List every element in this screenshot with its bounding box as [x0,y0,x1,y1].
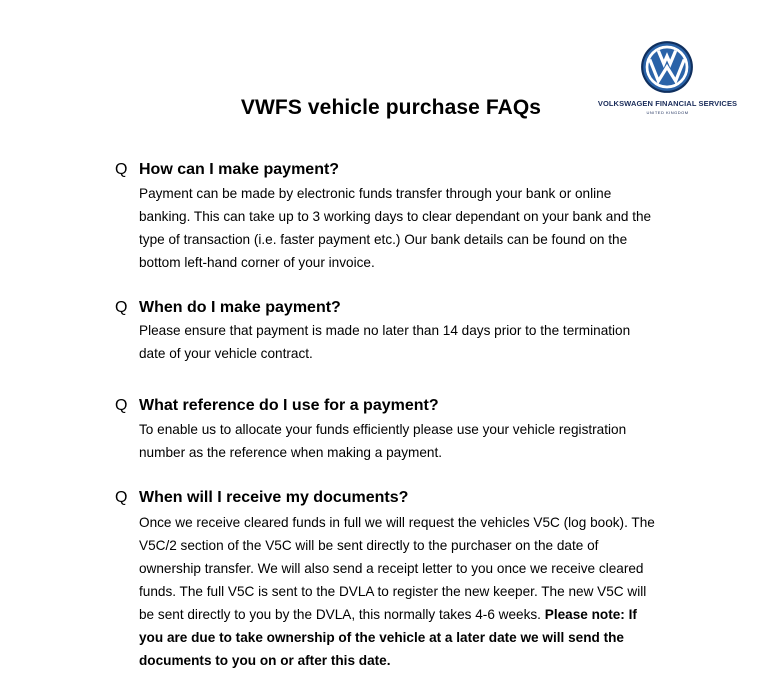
answer-line: date of your vehicle contract. [139,346,313,361]
page-title-text: VWFS vehicle purchase FAQs [240,96,542,119]
answer-line: V5C/2 section of the V5C will be sent directly to the purchaser on the date of [139,538,599,553]
faq-answer [139,418,704,464]
faq-question: How can I make payment? [139,161,340,178]
answer-line: bottom left-hand corner of your invoice. [139,255,375,270]
answer-text: be sent directly to you by the DVLA, this normally takes 4-6 weeks. [139,607,541,622]
faq-marker: Q [115,489,128,506]
answer-line: funds. The full V5C is sent to the DVLA to register the new keeper. The new V5C will [139,584,647,599]
answer-note-start: Please note: If [544,607,637,622]
faq-answer [139,182,704,274]
answer-line-mixed [139,603,704,626]
faq-question: What reference do I use for a payment? [139,397,439,414]
faq-answer [139,319,704,365]
answer-line: To enable us to allocate your funds efficiently please use your vehicle registration [139,422,627,437]
vw-logo-icon [640,40,694,94]
answer-line: ownership transfer. We will also send a receipt letter to you once we receive cleared [139,561,644,576]
answer-note-line: documents to you on or after this date. [139,653,391,668]
faq-question: When will I receive my documents? [139,489,409,506]
answer-line: Please ensure that payment is made no later than 14 days prior to the termination [139,323,631,338]
answer-line: banking. This can take up to 3 working days to clear dependant on your bank and the [139,209,652,224]
faq-marker: Q [115,161,128,178]
faq-marker: Q [115,299,128,316]
answer-line: type of transaction (i.e. faster payment etc.) Our bank details can be found on the [139,232,628,247]
faq-question: When do I make payment? [139,299,341,316]
answer-line: Payment can be made by electronic funds transfer through your bank or online [139,186,612,201]
answer-line: Once we receive cleared funds in full we will request the vehicles V5C (log book). The [139,515,655,530]
answer-note-line: you are due to take ownership of the vehicle at a later date we will send the [139,630,624,645]
faq-answer [139,511,704,672]
logo-brand-text: VOLKSWAGEN FINANCIAL SERVICES [597,99,738,108]
page-title [0,94,782,122]
faq-marker: Q [115,397,128,414]
logo-sub-text: UNITED KINGDOM [646,110,689,115]
answer-line: number as the reference when making a payment. [139,445,443,460]
